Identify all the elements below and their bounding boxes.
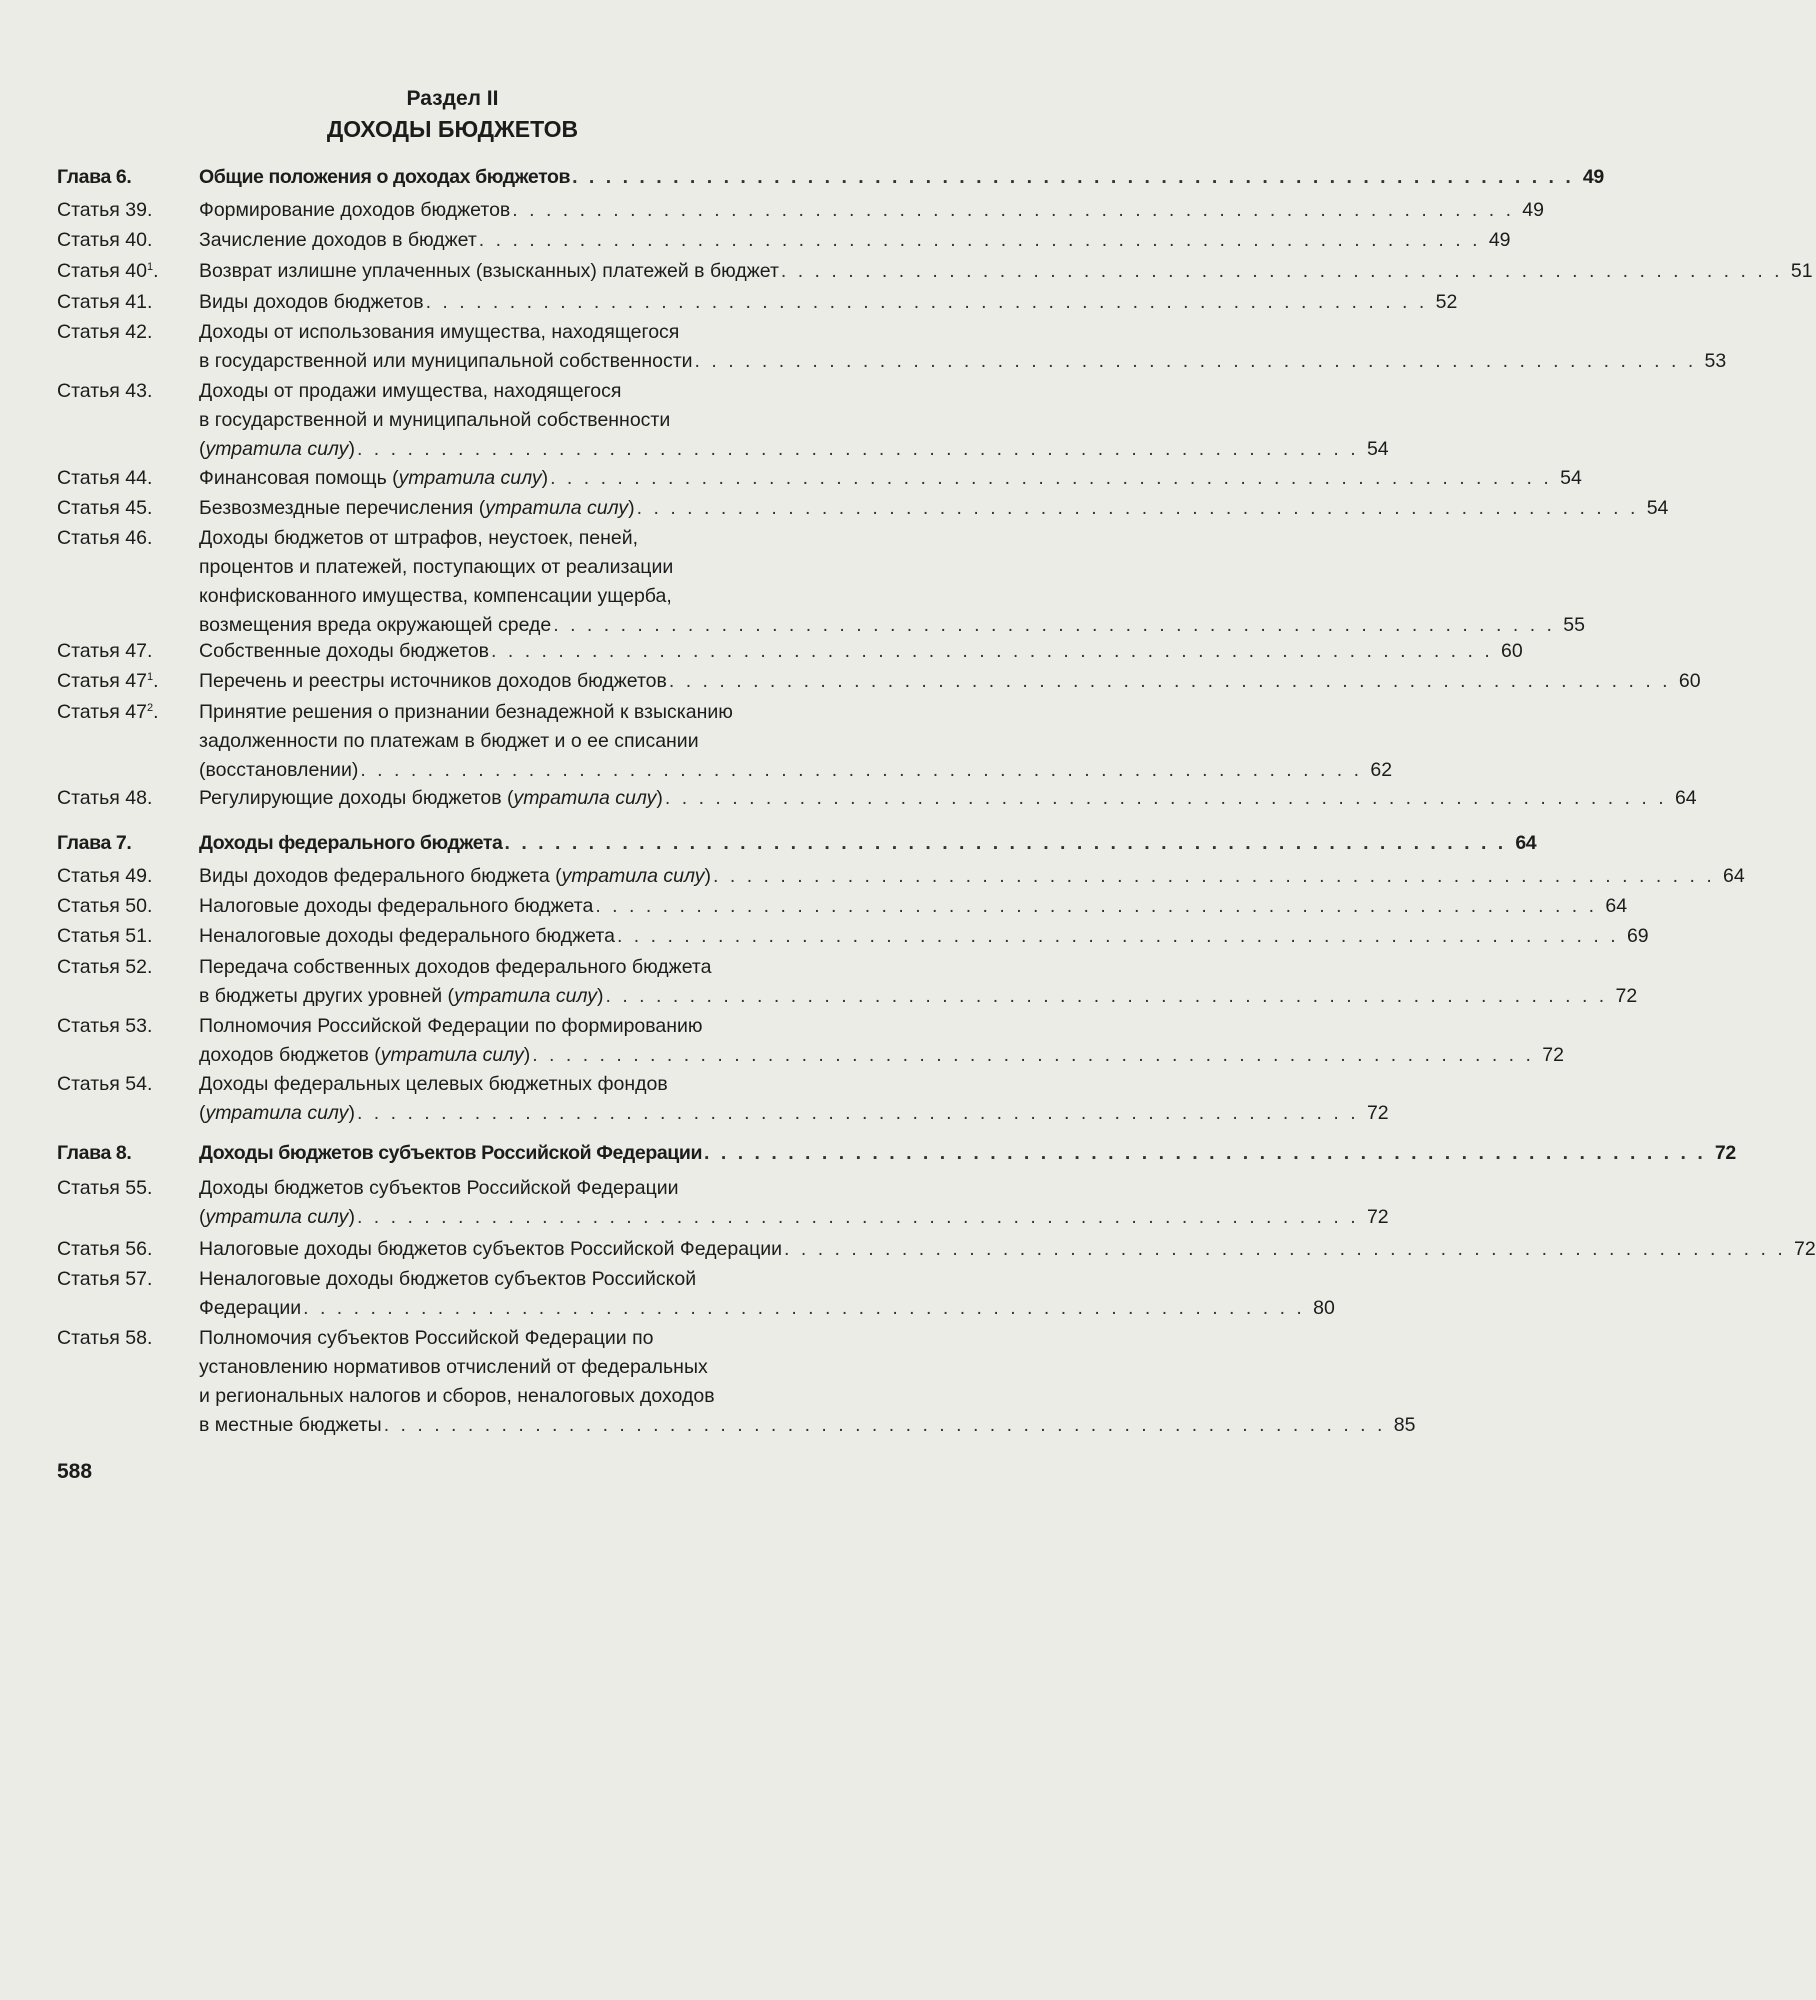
entry-title (199, 377, 1389, 464)
entry-label: Статья 44. (57, 467, 153, 489)
entry-title-text: Виды доходов федерального бюджета (утратила силу) (199, 865, 712, 887)
dot-leader: . . . . . . . . . . . . . . . . . . . . . . . . . . . . . . . . . . . . . . . . . . . . . . . . . . . . . . . . . . . . (664, 787, 1667, 809)
entry-title-text: доходов бюджетов (утратила силу) (199, 1044, 531, 1066)
entry-title-line (199, 494, 1669, 523)
entry-title-line (199, 892, 1628, 921)
entry-title-text: в бюджеты других уровней (утратила силу) (199, 985, 604, 1007)
dot-leader: . . . . . . . . . . . . . . . . . . . . . . . . . . . . . . . . . . . . . . . . . . . . . . . . . . . . . . . . . . . . (356, 1206, 1359, 1228)
entry-page-number: 72 (1714, 1142, 1736, 1164)
entry-title-line: Доходы бюджетов от штрафов, неустоек, пеней, (199, 527, 639, 549)
entry-title (199, 698, 1393, 785)
entry-label: Статья 53. (57, 1015, 153, 1037)
entry-title (199, 1012, 1564, 1070)
entry-title-line: Полномочия субъектов Российской Федерации по (199, 1327, 654, 1349)
entry-label: Статья $47^1$. (57, 670, 159, 692)
entry-title-line (199, 784, 1697, 813)
entry-page-number: 64 (1605, 895, 1628, 917)
dot-leader: . . . . . . . . . . . . . . . . . . . . . . . . . . . . . . . . . . . . . . . . . . . . . . . . . . . . . . . . . . . . (780, 260, 1783, 282)
entry-page-number: 72 (1366, 1206, 1389, 1228)
entry-page-number: 62 (1370, 759, 1393, 781)
toc-article-entry (0, 1070, 1389, 1128)
entry-title-line: Доходы федеральных целевых бюджетных фондов (199, 1073, 668, 1095)
dot-leader: . . . . . . . . . . . . . . . . . . . . . . . . . . . . . . . . . . . . . . . . . . . . . . . . . . . . . . . . . . . . (425, 291, 1428, 313)
entry-label: Статья 45. (57, 497, 153, 519)
entry-title (199, 953, 1638, 1011)
entry-title-text: в местные бюджеты (199, 1414, 382, 1436)
dot-leader: . . . . . . . . . . . . . . . . . . . . . . . . . . . . . . . . . . . . . . . . . . . . . . . . . . . . . . . . . . . . (784, 1238, 1786, 1260)
entry-page-number: 55 (1563, 614, 1585, 636)
entry-title (199, 829, 1537, 858)
section-title: Раздел II (406, 87, 499, 110)
entry-title-line (199, 288, 1458, 317)
entry-title (199, 318, 1727, 376)
entry-title (199, 226, 1511, 255)
entry-title (199, 1070, 1389, 1128)
entry-title-line (199, 1139, 1736, 1168)
entry-title-line (199, 637, 1523, 666)
entry-title-line: Доходы от продажи имущества, находящегося (199, 380, 622, 402)
entry-title-line (199, 464, 1582, 493)
entry-title-line (199, 756, 1393, 785)
toc-article-entry (0, 257, 1813, 286)
toc-article-entry (0, 1324, 1416, 1440)
section-subtitle: ДОХОДЫ БЮДЖЕТОВ (326, 116, 579, 142)
entry-title-line (199, 862, 1745, 891)
dot-leader: . . . . . . . . . . . . . . . . . . . . . . . . . . . . . . . . . . . . . . . . . . . . . . . . . . . . . . . . . . . . (595, 895, 1598, 917)
entry-title-text: Регулирующие доходы бюджетов (утратила силу) (199, 787, 663, 809)
entry-title-text: Безвозмездные перечисления (утратила силу) (199, 497, 635, 519)
toc-chapter-entry (0, 829, 1537, 858)
entry-title (199, 862, 1745, 891)
entry-title-text: Возврат излишне уплаченных (взысканных) платежей в бюджет (199, 260, 779, 282)
dot-leader: . . . . . . . . . . . . . . . . . . . . . . . . . . . . . . . . . . . . . . . . . . . . . . . . . . . . . . . . . . . . (532, 1044, 1534, 1066)
entry-page-number: 53 (1704, 350, 1727, 372)
entry-title (199, 1235, 1816, 1264)
entry-label: Статья 56. (57, 1238, 153, 1260)
entry-label: Статья 50. (57, 895, 153, 917)
entry-page-number: 69 (1626, 925, 1649, 947)
entry-page-number: 54 (1366, 438, 1389, 460)
toc-article-entry (0, 226, 1511, 255)
dot-leader: . . . . . . . . . . . . . . . . . . . . . . . . . . . . . . . . . . . . . . . . . . . . . . . . . . . . . . . . . . . . (356, 1102, 1359, 1124)
entry-title (199, 892, 1628, 921)
entry-title-line: задолженности по платежам в бюджет и о ее списании (199, 730, 699, 752)
entry-page-number: 54 (1560, 467, 1582, 489)
dot-leader: . . . . . . . . . . . . . . . . . . . . . . . . . . . . . . . . . . . . . . . . . . . . . . . . . . . . . . . . . . . . (553, 614, 1555, 636)
entry-page-number: 64 (1674, 787, 1697, 809)
entry-title-text: (утратила силу) (199, 1206, 355, 1228)
entry-page-number: 49 (1522, 199, 1544, 221)
entry-title (199, 464, 1582, 493)
entry-title-text: Федерации (199, 1297, 302, 1319)
dot-leader: . . . . . . . . . . . . . . . . . . . . . . . . . . . . . . . . . . . . . . . . . . . . . . . . . . . . . . . . . . . . (605, 985, 1608, 1007)
dot-leader: . . . . . . . . . . . . . . . . . . . . . . . . . . . . . . . . . . . . . . . . . . . . . . . . . . . . . . . . . . . . (360, 759, 1363, 781)
entry-label: Статья 49. (57, 865, 153, 887)
entry-title-text: Общие положения о доходах бюджетов (199, 166, 571, 188)
dot-leader: . . . . . . . . . . . . . . . . . . . . . . . . . . . . . . . . . . . . . . . . . . . . . . . . . . . . . . . . . . . . (303, 1297, 1305, 1319)
entry-title-line (199, 1041, 1564, 1070)
entry-title-line: конфискованного имущества, компенсации ущерба, (199, 585, 672, 607)
entry-title-line (199, 667, 1701, 696)
entry-title (199, 1324, 1416, 1440)
entry-title-text: Доходы бюджетов субъектов Российской Федерации (199, 1142, 703, 1164)
entry-title-line (199, 1203, 1389, 1232)
entry-title-line: в государственной и муниципальной собственности (199, 409, 671, 431)
entry-label: Статья 47. (57, 640, 153, 662)
entry-title-line (199, 347, 1727, 376)
dot-leader: . . . . . . . . . . . . . . . . . . . . . . . . . . . . . . . . . . . . . . . . . . . . . . . . . . . . . . . . . . . . (356, 438, 1359, 460)
dot-leader: . . . . . . . . . . . . . . . . . . . . . . . . . . . . . . . . . . . . . . . . . . . . . . . . . . . . . . . . . . . . (383, 1414, 1386, 1436)
entry-title-line (199, 257, 1813, 286)
entry-label: Глава 7. (57, 832, 132, 854)
toc-article-entry (0, 862, 1745, 891)
toc-article-entry (0, 464, 1582, 493)
toc-article-entry (0, 1012, 1564, 1070)
entry-title-line (199, 435, 1389, 464)
entry-label: Статья 40. (57, 229, 153, 251)
entry-title-text: возмещения вреда окружающей среде (199, 614, 552, 636)
dot-leader: . . . . . . . . . . . . . . . . . . . . . . . . . . . . . . . . . . . . . . . . . . . . . . . . . . . . . . . . . . . . (550, 467, 1552, 489)
entry-title-text: Собственные доходы бюджетов (199, 640, 490, 662)
entry-label: Статья 48. (57, 787, 153, 809)
entry-label: Статья $40^1$. (57, 260, 159, 282)
entry-label: Статья $47^2$. (57, 701, 159, 723)
entry-page-number: 51 (1790, 260, 1813, 282)
dot-leader: . . . . . . . . . . . . . . . . . . . . . . . . . . . . . . . . . . . . . . . . . . . . . . . . . . . . . . . . . . . . (616, 925, 1619, 947)
entry-page-number: 85 (1393, 1414, 1416, 1436)
dot-leader: . . . . . . . . . . . . . . . . . . . . . . . . . . . . . . . . . . . . . . . . . . . . . . . . . . . . . . . . . . . . (694, 350, 1697, 372)
entry-title (199, 196, 1544, 225)
entry-title-line (199, 1235, 1816, 1264)
entry-label: Статья 41. (57, 291, 153, 313)
entry-title (199, 784, 1697, 813)
entry-page-number: 49 (1582, 166, 1604, 188)
entry-label: Статья 42. (57, 321, 153, 343)
entry-page-number: 54 (1646, 497, 1669, 519)
entry-title-line: Принятие решения о признании безнадежной к взысканию (199, 701, 733, 723)
entry-label: Статья 46. (57, 527, 153, 549)
entry-title-line (199, 196, 1544, 225)
entry-title (199, 524, 1585, 640)
toc-article-entry (0, 637, 1523, 666)
entry-page-number: 49 (1488, 229, 1511, 251)
toc-article-entry (0, 524, 1585, 640)
dot-leader: . . . . . . . . . . . . . . . . . . . . . . . . . . . . . . . . . . . . . . . . . . . . . . . . . . . . . . . . . . . . (512, 199, 1514, 221)
entry-title-text: Виды доходов бюджетов (199, 291, 424, 313)
section-heading (0, 84, 905, 144)
entry-title-text: (восстановлении) (199, 759, 359, 781)
dot-leader: . . . . . . . . . . . . . . . . . . . . . . . . . . . . . . . . . . . . . . . . . . . . . . . . . . . . . . . . . . . . (713, 865, 1715, 887)
entry-label: Глава 6. (57, 166, 132, 188)
entry-label: Статья 54. (57, 1073, 153, 1095)
entry-title-text: (утратила силу) (199, 438, 355, 460)
toc-article-entry (0, 494, 1669, 523)
entry-title-line (199, 1294, 1335, 1323)
page-number: 588 (57, 1460, 93, 1483)
dot-leader: . . . . . . . . . . . . . . . . . . . . . . . . . . . . . . . . . . . . . . . . . . . . . . . . . . . . . . . . . . . . (504, 832, 1507, 854)
toc-article-entry (0, 1265, 1335, 1323)
entry-title (199, 1139, 1736, 1168)
entry-label: Статья 39. (57, 199, 153, 221)
entry-title-line: Передача собственных доходов федерального бюджета (199, 956, 712, 978)
entry-title-line (199, 922, 1649, 951)
entry-title (199, 1174, 1389, 1232)
entry-title-line: Доходы бюджетов субъектов Российской Федерации (199, 1177, 679, 1199)
entry-page-number: 72 (1615, 985, 1638, 1007)
entry-page-number: 60 (1678, 670, 1701, 692)
entry-title-line (199, 163, 1604, 192)
entry-title-text: в государственной или муниципальной собственности (199, 350, 693, 372)
entry-page-number: 72 (1366, 1102, 1389, 1124)
dot-leader: . . . . . . . . . . . . . . . . . . . . . . . . . . . . . . . . . . . . . . . . . . . . . . . . . . . . . . . . . . . . (704, 1142, 1706, 1164)
entry-title-line (199, 611, 1585, 640)
entry-page-number: 64 (1515, 832, 1537, 854)
entry-title-text: (утратила силу) (199, 1102, 355, 1124)
entry-title-text: Налоговые доходы федерального бюджета (199, 895, 594, 917)
toc-article-entry (0, 667, 1701, 696)
entry-title (199, 163, 1604, 192)
entry-title (199, 637, 1523, 666)
toc-article-entry (0, 377, 1389, 464)
entry-page-number: 64 (1723, 865, 1745, 887)
entry-label: Глава 8. (57, 1142, 132, 1164)
entry-title-line: установлению нормативов отчислений от федеральных (199, 1356, 708, 1378)
toc-article-entry (0, 784, 1697, 813)
toc-chapter-entry (0, 1139, 1736, 1168)
toc-article-entry (0, 698, 1393, 785)
entry-page-number: 72 (1794, 1238, 1816, 1260)
entry-page-number: 80 (1313, 1297, 1335, 1319)
toc-article-entry (0, 892, 1628, 921)
entry-page-number: 60 (1501, 640, 1523, 662)
dot-leader: . . . . . . . . . . . . . . . . . . . . . . . . . . . . . . . . . . . . . . . . . . . . . . . . . . . . . . . . . . . . (491, 640, 1493, 662)
entry-title-text: Неналоговые доходы федерального бюджета (199, 925, 615, 947)
entry-title-line (199, 1411, 1416, 1440)
entry-title-line: Доходы от использования имущества, находящегося (199, 321, 680, 343)
dot-leader: . . . . . . . . . . . . . . . . . . . . . . . . . . . . . . . . . . . . . . . . . . . . . . . . . . . . . . . . . . . . (478, 229, 1481, 251)
entry-title-text: Зачисление доходов в бюджет (199, 229, 477, 251)
entry-title-text: Доходы федерального бюджета (199, 832, 503, 854)
dot-leader: . . . . . . . . . . . . . . . . . . . . . . . . . . . . . . . . . . . . . . . . . . . . . . . . . . . . . . . . . . . . (572, 166, 1574, 188)
entry-title-line (199, 829, 1537, 858)
entry-label: Статья 51. (57, 925, 153, 947)
entry-title-text: Формирование доходов бюджетов (199, 199, 511, 221)
entry-title-line (199, 226, 1511, 255)
dot-leader: . . . . . . . . . . . . . . . . . . . . . . . . . . . . . . . . . . . . . . . . . . . . . . . . . . . . . . . . . . . . (636, 497, 1639, 519)
toc-article-entry (0, 288, 1458, 317)
dot-leader: . . . . . . . . . . . . . . . . . . . . . . . . . . . . . . . . . . . . . . . . . . . . . . . . . . . . . . . . . . . . (668, 670, 1671, 692)
entry-title-line: и региональных налогов и сборов, неналоговых доходов (199, 1385, 715, 1407)
entry-title-text: Перечень и реестры источников доходов бюджетов (199, 670, 667, 692)
entry-title (199, 494, 1669, 523)
entry-page-number: 52 (1435, 291, 1458, 313)
entry-title-line: Неналоговые доходы бюджетов субъектов Российской (199, 1268, 697, 1290)
entry-title-line (199, 1099, 1389, 1128)
toc-article-entry (0, 318, 1727, 376)
entry-page-number: 72 (1542, 1044, 1564, 1066)
entry-title-text: Финансовая помощь (утратила силу) (199, 467, 549, 489)
entry-title-line: процентов и платежей, поступающих от реализации (199, 556, 674, 578)
entry-label: Статья 58. (57, 1327, 153, 1349)
entry-title (199, 1265, 1335, 1323)
toc-article-entry (0, 953, 1638, 1011)
entry-label: Статья 55. (57, 1177, 153, 1199)
entry-title-line: Полномочия Российской Федерации по формированию (199, 1015, 703, 1037)
toc-article-entry (0, 922, 1649, 951)
entry-label: Статья 43. (57, 380, 153, 402)
toc-article-entry (0, 196, 1544, 225)
entry-title (199, 922, 1649, 951)
entry-title (199, 257, 1813, 286)
toc-article-entry (0, 1174, 1389, 1232)
entry-title-text: Налоговые доходы бюджетов субъектов Российской Федерации (199, 1238, 783, 1260)
toc-chapter-entry (0, 163, 1604, 192)
entry-label-superscript: 2 (146, 702, 154, 714)
entry-title (199, 288, 1458, 317)
entry-label: Статья 52. (57, 956, 153, 978)
entry-title-line (199, 982, 1638, 1011)
entry-label: Статья 57. (57, 1268, 153, 1290)
entry-label-superscript: 1 (146, 261, 154, 273)
entry-label-superscript: 1 (146, 671, 154, 683)
entry-title (199, 667, 1701, 696)
toc-article-entry (0, 1235, 1816, 1264)
